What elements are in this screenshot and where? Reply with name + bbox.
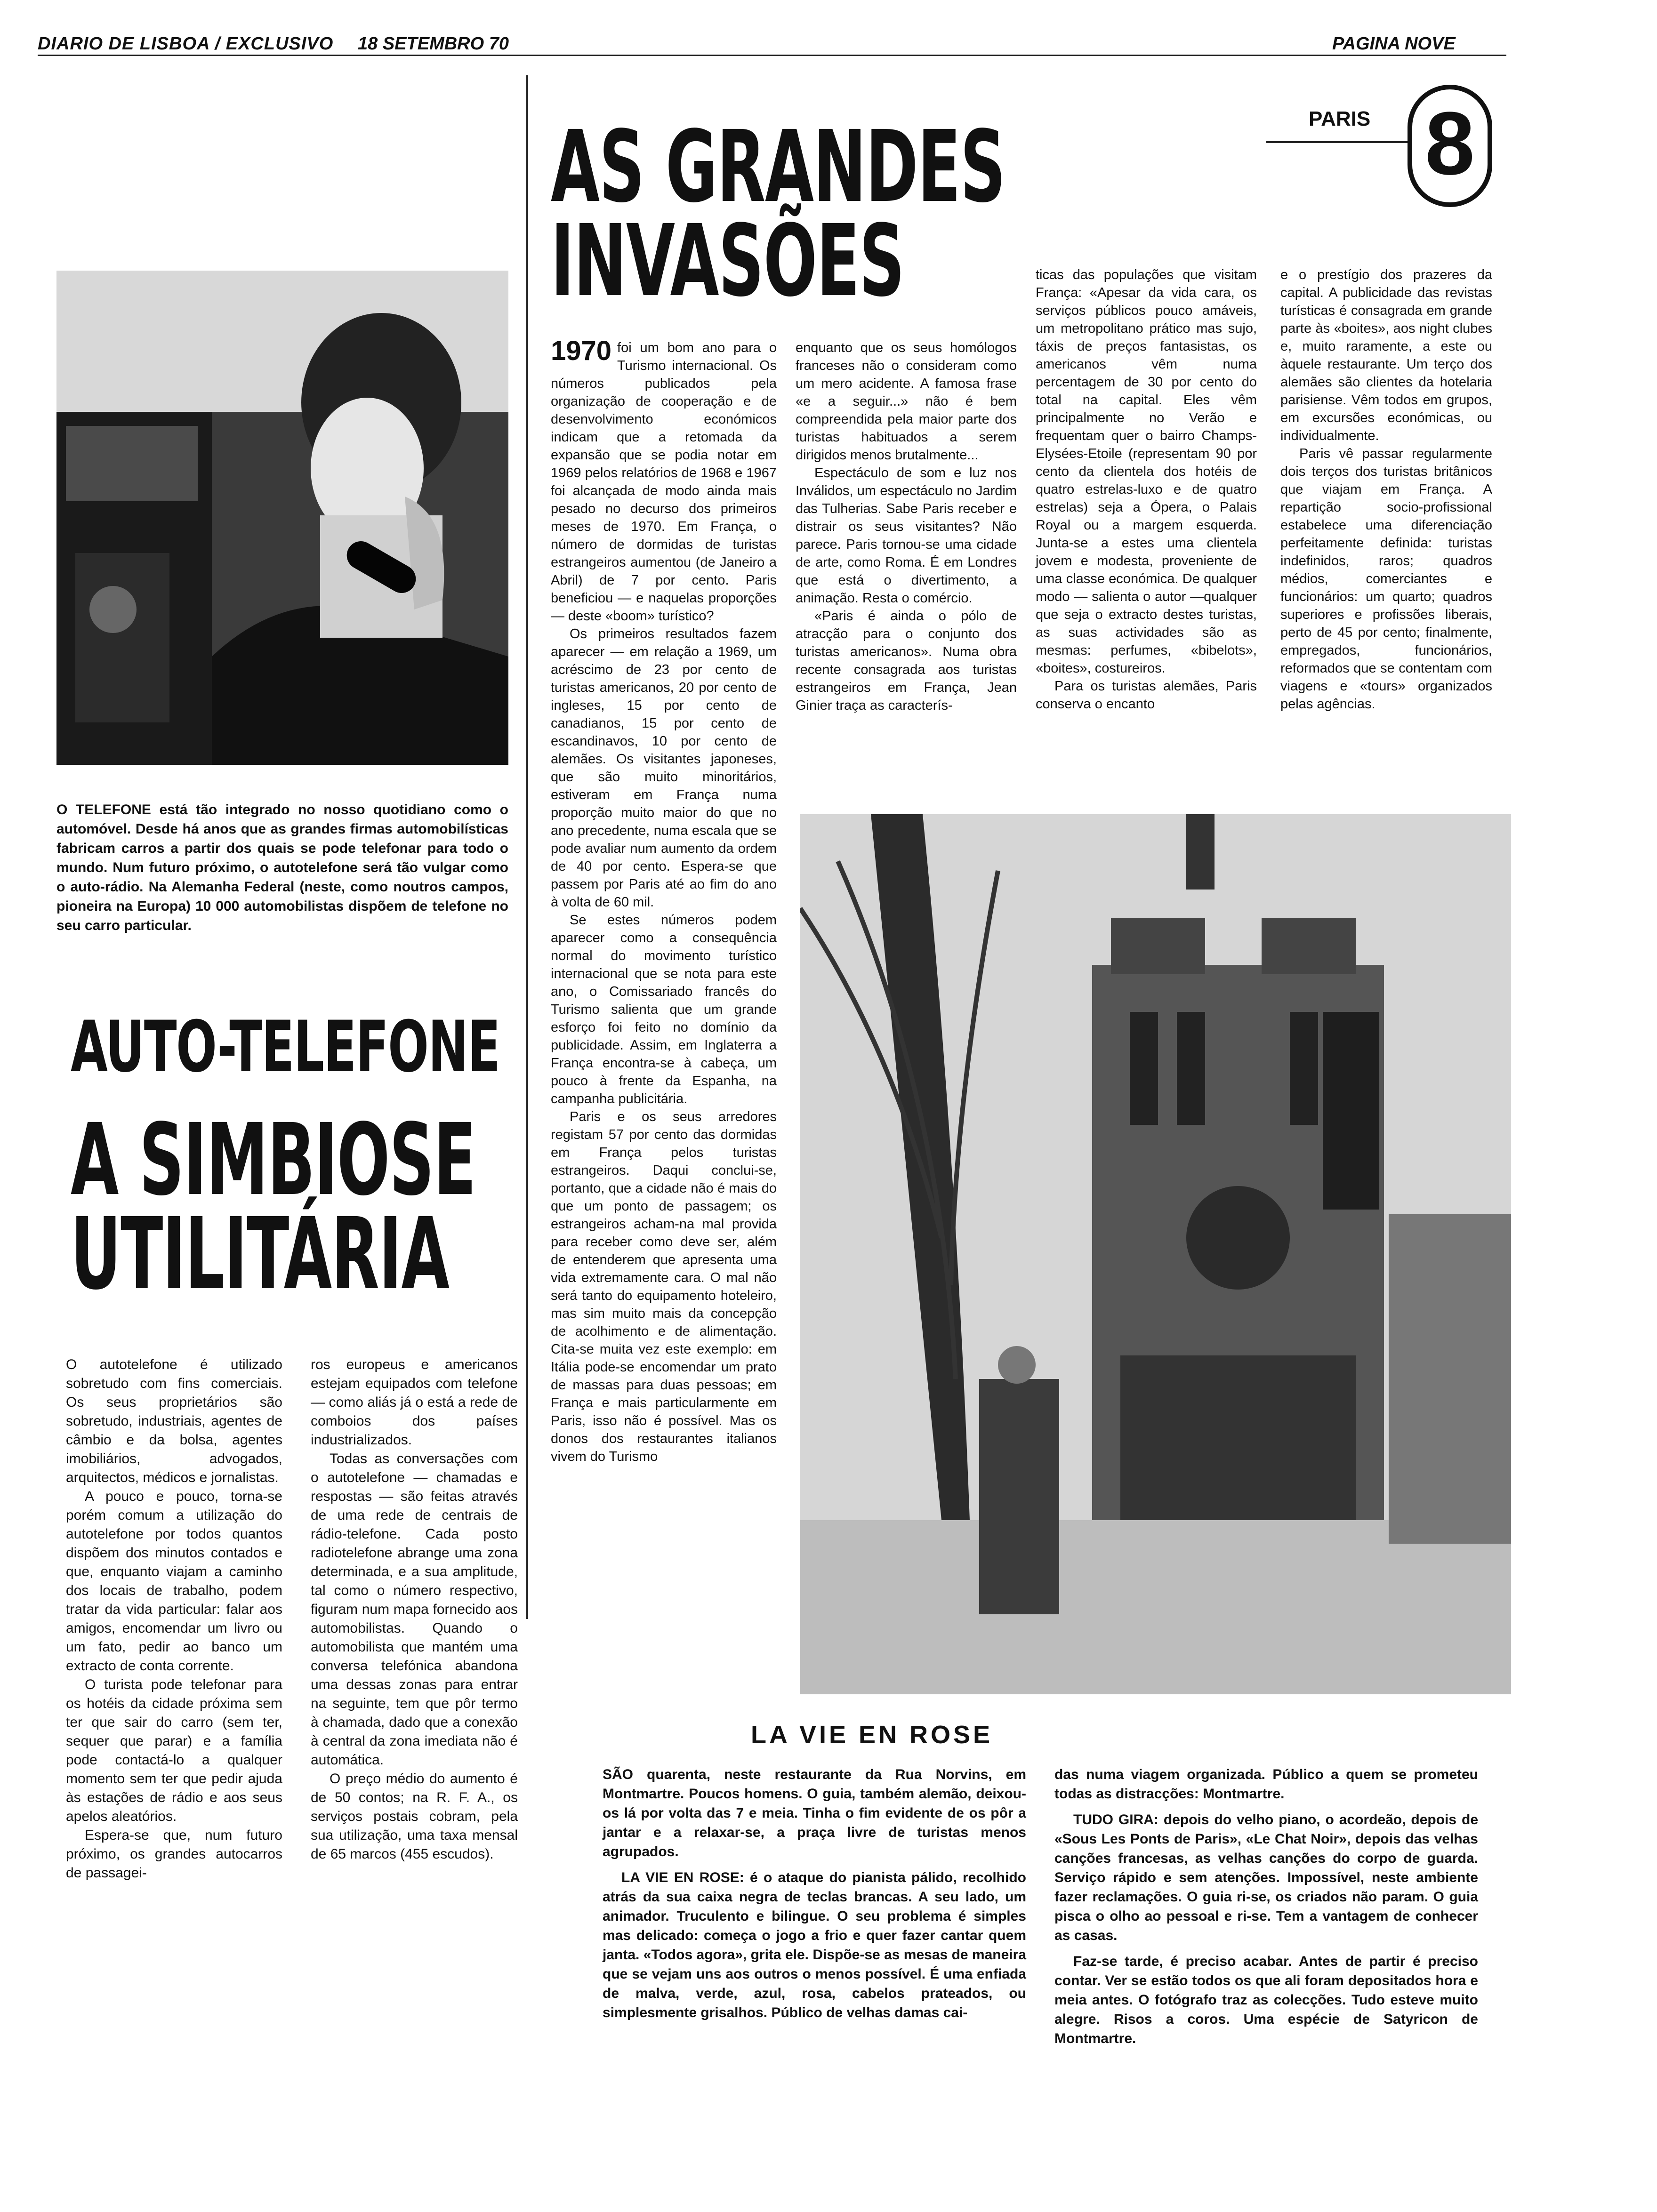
auto-telefone-kicker: AUTO-TELEFONE bbox=[71, 1006, 500, 1088]
la-vie-en-rose-subhead: LA VIE EN ROSE bbox=[751, 1721, 993, 1749]
vie-en-rose-column-1 bbox=[603, 1765, 1026, 2029]
section-number: 8 bbox=[1408, 85, 1492, 207]
paragraph: das numa viagem organizada. Público a quem se prometeu todas as distracções: Montmartre. bbox=[1054, 1767, 1478, 1802]
simbiose-headline-line1: A SIMBIOSE bbox=[71, 1102, 476, 1218]
invasoes-column-1 bbox=[551, 336, 777, 1466]
paragraph: O preço médio do aumento é de 50 contos; na R. F. A., os serviços postais cobram, pela sua utilização, uma taxa mensal de 65 marcos (455 escudos). bbox=[311, 1771, 518, 1862]
paragraph: ticas das populações que visitam França: «Apesar da vida cara, os serviços públicos pouco amáveis, um metropolitano prático mas sujo, táxis de preços fantasistas, os americanos vêm numa percentagem de 30 por cento do total na capital. Eles vêm principalmente no Verão e frequentam quer o bairro Champs-Elysées-Etoile (representam 90 por cento da clientela dos hotéis de quatro estrelas-luxo e de quatro estrelas) seja a Ópera, o Palais Royal ou a margem esquerda. Junta-se a estes uma clientela jovem e modesta, proveniente de uma classe económica. De qualquer modo — salienta o autor —qualquer que seja o extracto destes turistas, as suas actividades são as mesmas: perfumes, «bibelots», «boites», costureiros. bbox=[1036, 267, 1257, 676]
paragraph: Todas as conversações com o autotelefone — chamadas e respostas — são feitas através de uma rede de centrais de rádio-telefone. Cada posto radiotelefone abrange uma zona determinada, e a sua amplitude, tal como o número respectivo, figuram num mapa fornecido aos automobilistas. Quando o automobilista que mantém uma conversa telefónica abandona uma dessas zonas para entrar na seguinte, tem que pôr termo à chamada, dado que a conexão à central da zona imediata não é automática. bbox=[311, 1451, 518, 1768]
autotelefone-column-1 bbox=[66, 1355, 282, 1883]
lead-text: foi um bom ano para o Turismo internacional. Os números publicados pela organização de cooperação e de desenvolvimento económicos indicam que a retomada da expansão que se podia notar em 1969 pelos relatórios de 1968 e 1967 foi alcançada de modo ainda mais pesado no decurso dos primeiros meses de 1970. Em França, o número de dormidas de turistas estrangeiros aumentou (de Janeiro a Abril) de 7 por cento. Paris beneficiou — e naquelas proporções — deste «boom» turístico? bbox=[551, 340, 777, 624]
section-rule bbox=[1266, 141, 1408, 143]
paragraph: LA VIE EN ROSE: é o ataque do pianista pálido, recolhido atrás da sua caixa negra de teclas brancas. A seu lado, um animador. Truculento e bilingue. O seu problema é simples mas delicado: começa o jogo a frio e quer fazer cantar quem janta. «Todos agora», grita ele. Dispõe-se as mesas de maneira que se vejam uns aos outros o menos possível. É uma enfiada de malva, verde, azul, rosa, cabelos prateados, ou simplesmente grisalhos. Público de velhas damas cai- bbox=[603, 1870, 1026, 2020]
paragraph: Se estes números podem aparecer como a consequência normal do movimento turístico internacional que se nota para este ano, o Comissariado francês do Turismo salienta que um grande esforço foi feito no domínio da publicidade. Assim, em Inglaterra a França encontra-se à cabeça, um pouco à frente da Espanha, na campanha publicitária. bbox=[551, 913, 777, 1106]
paragraph: Espectáculo de som e luz nos Inválidos, um espectáculo no Jardim das Tulherias. Sabe Paris receber e distrair os seus visitantes? Não parece. Paris tornou-se uma cidade de arte, como Roma. É em Londres que está o divertimento, a animação. Resta o comércio. bbox=[796, 465, 1017, 606]
section-name: PARIS bbox=[1309, 107, 1371, 130]
invasoes-headline-line1: AS GRANDES bbox=[551, 109, 1005, 224]
issue-date: 18 SETEMBRO 70 bbox=[358, 34, 509, 54]
paragraph: Para os turistas alemães, Paris conserva o encanto bbox=[1036, 679, 1257, 712]
paragraph: A pouco e pouco, torna-se porém comum a utilização do autotelefone por todos quantos dispõem dos minutos contados e que, enquanto viajam a caminho dos locais de trabalho, podem tratar da vida particular: falar aos amigos, encomendar um livro ou um fato, pedir ao banco um extracto de conta corrente. bbox=[66, 1489, 282, 1674]
paragraph bbox=[551, 336, 777, 625]
invasoes-headline-line2: INVASÕES bbox=[551, 203, 904, 319]
vie-en-rose-column-2 bbox=[1054, 1765, 1478, 2055]
paragraph: Faz-se tarde, é preciso acabar. Antes de partir é preciso contar. Ver se estão todos os que ali foram depositados hora e meia antes. O fotógrafo traz as colecções. Tudo esteve muito alegre. Risos a coros. Uma espécie de Satyricon de Montmartre. bbox=[1054, 1954, 1478, 2046]
telephone-woman-photo bbox=[56, 271, 508, 765]
paragraph: SÃO quarenta, neste restaurante da Rua Norvins, em Montmartre. Poucos homens. O guia, também alemão, deixou-os lá por volta das 7 e meia. Tinha o fim evidente de os pôr a jantar e a relaxar-se, a praça livre de turistas menos agrupados. bbox=[603, 1767, 1026, 1859]
paragraph: Espera-se que, num futuro próximo, os grandes autocarros de passagei- bbox=[66, 1827, 282, 1881]
newspaper-name: DIARIO DE LISBOA / EXCLUSIVO bbox=[38, 34, 334, 54]
page-number: PAGINA NOVE bbox=[1332, 34, 1456, 54]
notre-dame-photo bbox=[800, 814, 1511, 1694]
autotelefone-column-2 bbox=[311, 1355, 518, 1864]
paragraph: O autotelefone é utilizado sobretudo com fins comerciais. Os seus proprietários são sobretudo, industriais, agentes de câmbio e da bolsa, agentes imobiliários, advogados, arquitectos, médicos e jornalistas. bbox=[66, 1357, 282, 1485]
column-divider bbox=[526, 75, 528, 1619]
paragraph: O turista pode telefonar para os hotéis da cidade próxima sem ter que sair do carro (sem ter, sequer que parar) e a família pode contactá-lo a qualquer momento sem ter que pedir ajuda às estações de rádio e aos seus apelos aleatórios. bbox=[66, 1677, 282, 1824]
invasoes-column-3 bbox=[1036, 266, 1257, 713]
invasoes-column-2 bbox=[796, 339, 1017, 714]
simbiose-headline-line2: UTILITÁRIA bbox=[71, 1196, 449, 1312]
paragraph: «Paris é ainda o pólo de atracção para o conjunto dos turistas americanos». Numa obra recente consagrada aos turistas estrangeiros em França, Jean Ginier traça as caracterís- bbox=[796, 609, 1017, 713]
paragraph: e o prestígio dos prazeres da capital. A publicidade das revistas turísticas é consagrada em grande parte às «boites», aos night clubes e, muito raramente, a este ou àquele restaurante. Um terço dos alemães são clientes da hotelaria parisiense. Vêm todos em grupos, em excursões económicas, ou individualmente. bbox=[1280, 267, 1492, 443]
paragraph: Os primeiros resultados fazem aparecer — em relação a 1969, um acréscimo de 23 por cento de turistas americanos, 20 por cento de ingleses, 15 por cento de canadianos, 15 por cento de escandinavos, 10 por cento de alemães. Os visitantes japoneses, que são muito minoritários, estiveram em França numa proporção muito maior do que no ano precedente, numa escala que se pode avaliar num aumento da ordem de 40 por cento. Espera-se que passem por Paris até ao fim do ano à volta de 60 mil. bbox=[551, 626, 777, 910]
telephone-photo-caption: O TELEFONE está tão integrado no nosso quotidiano como o automóvel. Desde há anos que as grandes firmas automobilísticas fabricam carros a partir dos quais se pode telefonar para todo o mundo. Num futuro próximo, o autotelefone será tão vulgar como o auto-rádio. Na Alemanha Federal (neste, como noutros campos, pioneira na Europa) 10 000 automobilistas dispõem de telefone no seu carro particular. bbox=[56, 802, 508, 933]
paragraph: ros europeus e americanos estejam equipados com telefone — como aliás já o está a rede de comboios dos países industrializados. bbox=[311, 1357, 518, 1448]
paragraph: TUDO GIRA: depois do velho piano, o acordeão, depois de «Sous Les Ponts de Paris», «Le Chat Noir», depois das velhas canções francesas, as velhas canções do corpo de guarda. Serviço rápido e sem atenções. Impossível, neste ambiente fazer reclamações. O guia ri-se, os criados não param. O guia pisca o olho ao pessoal e ri-se. Tem a vantagem de conhecer as casas. bbox=[1054, 1812, 1478, 1943]
paragraph: enquanto que os seus homólogos franceses não o consideram como um mero acidente. A famosa frase «e a seguir...» não é bem compreendida pela maior parte dos turistas habituados a serem dirigidos menos brutalmente... bbox=[796, 340, 1017, 463]
paragraph: Paris vê passar regularmente dois terços dos turistas britânicos que viajam em França. A repartição socio-profissional estabelece uma diferenciação perfeitamente definida: turistas indefinidos, raros; quadros médios, comerciantes e funcionários: um quarto; quadros superiores e profissões liberais, perto de 45 por cento; finalmente, empregados, funcionários, reformados que se contentam com viagens e «tours» organizados pelas agências. bbox=[1280, 446, 1492, 712]
invasoes-column-4 bbox=[1280, 266, 1492, 713]
paragraph: Paris e os seus arredores registam 57 por cento das dormidas em França pelos turistas estrangeiros. Daqui conclui-se, portanto, que a cidade não é mais do que um ponto de passagem; os estrangeiros acham-na mal provida para receber como deve ser, além de entenderem que apresenta uma vida extremamente cara. O mal não será tanto do equipamento hoteleiro, mas sim muito mais da concepção de acolhimento e de alimentação. Cita-se muita vez este exemplo: em Itália pode-se encomendar um prato de massas para duas pessoas; em França e mais particularmente em Paris, isso não é possível. Mas os donos dos restaurantes italianos vivem do Turismo bbox=[551, 1109, 777, 1464]
lead-year: 1970 bbox=[551, 336, 612, 366]
